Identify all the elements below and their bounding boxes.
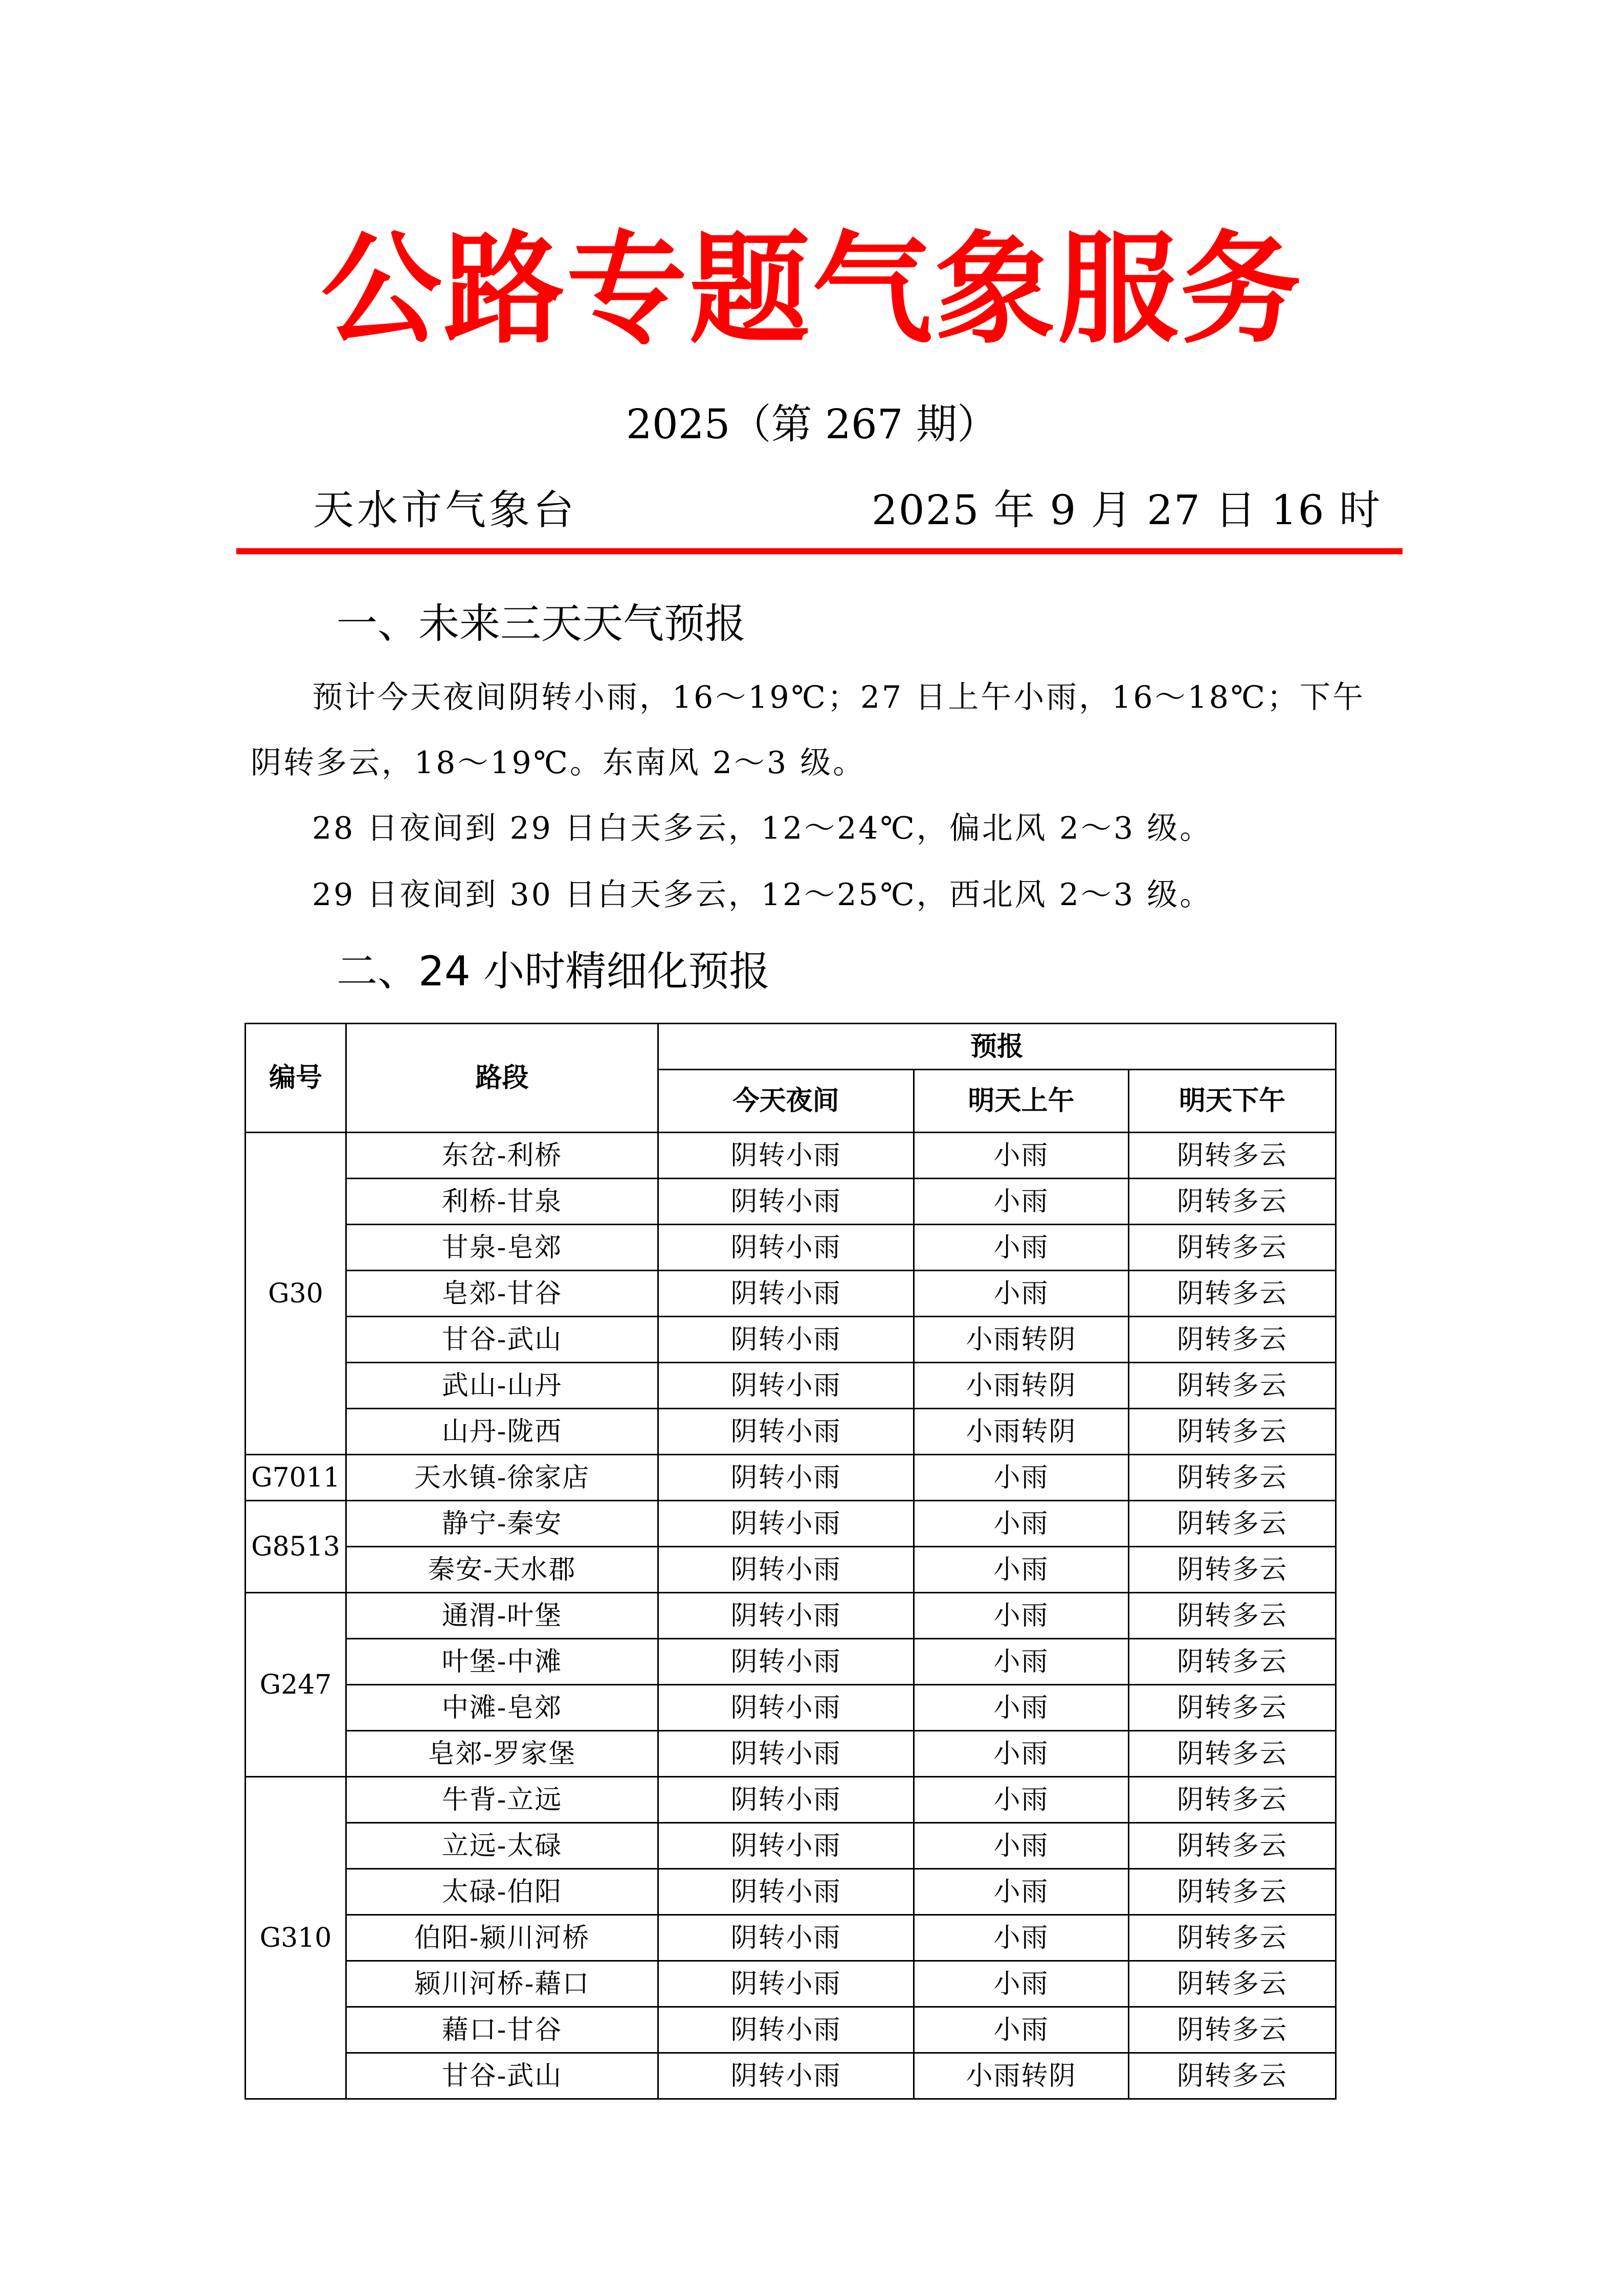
- tomorrow-pm-cell: 阴转多云: [1129, 1547, 1336, 1593]
- segment-cell: 东岔-利桥: [346, 1133, 658, 1179]
- tomorrow-pm-cell: 阴转多云: [1129, 1317, 1336, 1363]
- segment-cell: 通渭-叶堡: [346, 1593, 658, 1639]
- tomorrow-pm-cell: 阴转多云: [1129, 1639, 1336, 1685]
- tomorrow-pm-cell: 阴转多云: [1129, 1455, 1336, 1501]
- tonight-cell: 阴转小雨: [658, 2007, 914, 2053]
- table-row: [246, 1639, 1336, 1685]
- tonight-cell: 阴转小雨: [658, 1133, 914, 1179]
- tomorrow-am-cell: 小雨转阴: [914, 1363, 1129, 1409]
- tomorrow-pm-cell: 阴转多云: [1129, 1179, 1336, 1225]
- table-row: [246, 1455, 1336, 1501]
- forecast-paragraph-3: 29 日夜间到 30 日白天多云，12～25℃，西北风 2～3 级。: [312, 877, 1213, 913]
- table-row: [246, 1409, 1336, 1455]
- tomorrow-am-cell: 小雨: [914, 1823, 1129, 1869]
- tomorrow-pm-cell: 阴转多云: [1129, 1685, 1336, 1731]
- tonight-cell: 阴转小雨: [658, 1869, 914, 1915]
- tomorrow-am-cell: 小雨: [914, 1639, 1129, 1685]
- tonight-cell: 阴转小雨: [658, 1547, 914, 1593]
- tomorrow-am-cell: 小雨: [914, 1731, 1129, 1777]
- tomorrow-pm-cell: 阴转多云: [1129, 1501, 1336, 1547]
- table-row: [246, 2053, 1336, 2099]
- tomorrow-am-cell: 小雨: [914, 1225, 1129, 1271]
- segment-cell: 天水镇-徐家店: [346, 1455, 658, 1501]
- segment-cell: 武山-山丹: [346, 1363, 658, 1409]
- segment-cell: 甘泉-皂郊: [346, 1225, 658, 1271]
- tonight-cell: 阴转小雨: [658, 1271, 914, 1317]
- table-row: [246, 1685, 1336, 1731]
- segment-cell: 静宁-秦安: [346, 1501, 658, 1547]
- tomorrow-pm-cell: 阴转多云: [1129, 1869, 1336, 1915]
- segment-cell: 秦安-天水郡: [346, 1547, 658, 1593]
- tomorrow-am-cell: 小雨: [914, 1869, 1129, 1915]
- route-code-cell: G247: [246, 1593, 346, 1777]
- tonight-cell: 阴转小雨: [658, 1593, 914, 1639]
- forecast-paragraph-2: 28 日夜间到 29 日白天多云，12～24℃，偏北风 2～3 级。: [312, 811, 1213, 846]
- table-row: [246, 1731, 1336, 1777]
- tomorrow-pm-cell: 阴转多云: [1129, 1823, 1336, 1869]
- tonight-cell: 阴转小雨: [658, 1777, 914, 1823]
- segment-cell: 山丹-陇西: [346, 1409, 658, 1455]
- table-row: [246, 1547, 1336, 1593]
- tonight-cell: 阴转小雨: [658, 2053, 914, 2099]
- tomorrow-am-cell: 小雨: [914, 1179, 1129, 1225]
- tomorrow-pm-cell: 阴转多云: [1129, 1271, 1336, 1317]
- tonight-cell: 阴转小雨: [658, 1685, 914, 1731]
- header-tomorrow-pm: 明天下午: [1129, 1070, 1336, 1133]
- segment-cell: 伯阳-颍川河桥: [346, 1915, 658, 1961]
- route-code-cell: G310: [246, 1777, 346, 2099]
- tomorrow-am-cell: 小雨: [914, 1961, 1129, 2007]
- table-row: [246, 1501, 1336, 1547]
- tonight-cell: 阴转小雨: [658, 1455, 914, 1501]
- section-heading-24h: 二、24 小时精细化预报: [337, 948, 770, 995]
- table-row: [246, 1179, 1336, 1225]
- segment-cell: 太碌-伯阳: [346, 1869, 658, 1915]
- table-row: [246, 1363, 1336, 1409]
- table-row: [246, 1961, 1336, 2007]
- forecast-paragraph-1: 预计今天夜间阴转小雨，16～19℃；27 日上午小雨，16～18℃；下午阴转多云，18～19℃。东南风 2～3 级。: [251, 680, 1366, 781]
- tomorrow-am-cell: 小雨: [914, 2007, 1129, 2053]
- segment-cell: 皂郊-罗家堡: [346, 1731, 658, 1777]
- segment-cell: 牛背-立远: [346, 1777, 658, 1823]
- tomorrow-pm-cell: 阴转多云: [1129, 2007, 1336, 2053]
- tomorrow-am-cell: 小雨: [914, 1547, 1129, 1593]
- tomorrow-am-cell: 小雨: [914, 1501, 1129, 1547]
- table-row: [246, 1593, 1336, 1639]
- table-row: [246, 1225, 1336, 1271]
- segment-cell: 藉口-甘谷: [346, 2007, 658, 2053]
- tomorrow-pm-cell: 阴转多云: [1129, 1593, 1336, 1639]
- tomorrow-pm-cell: 阴转多云: [1129, 1915, 1336, 1961]
- segment-cell: 立远-太碌: [346, 1823, 658, 1869]
- segment-cell: 甘谷-武山: [346, 2053, 658, 2099]
- tomorrow-pm-cell: 阴转多云: [1129, 1133, 1336, 1179]
- header-code: 编号: [246, 1024, 346, 1133]
- tonight-cell: 阴转小雨: [658, 1915, 914, 1961]
- issue-number: 2025（第 267 期）: [626, 400, 998, 448]
- tonight-cell: 阴转小雨: [658, 1639, 914, 1685]
- tonight-cell: 阴转小雨: [658, 1961, 914, 2007]
- tonight-cell: 阴转小雨: [658, 1409, 914, 1455]
- tomorrow-am-cell: 小雨: [914, 1593, 1129, 1639]
- red-divider: [236, 548, 1403, 554]
- tomorrow-am-cell: 小雨: [914, 1685, 1129, 1731]
- tomorrow-pm-cell: 阴转多云: [1129, 1363, 1336, 1409]
- tonight-cell: 阴转小雨: [658, 1317, 914, 1363]
- tomorrow-am-cell: 小雨: [914, 1271, 1129, 1317]
- table-row: [246, 1869, 1336, 1915]
- table-row: [246, 2007, 1336, 2053]
- segment-cell: 颍川河桥-藉口: [346, 1961, 658, 2007]
- route-code-cell: G30: [246, 1133, 346, 1455]
- tomorrow-am-cell: 小雨: [914, 1777, 1129, 1823]
- route-code-cell: G8513: [246, 1501, 346, 1593]
- table-row: [246, 1777, 1336, 1823]
- route-code-cell: G7011: [246, 1455, 346, 1501]
- table-row: [246, 1915, 1336, 1961]
- tomorrow-am-cell: 小雨: [914, 1915, 1129, 1961]
- tonight-cell: 阴转小雨: [658, 1363, 914, 1409]
- table-row: [246, 1823, 1336, 1869]
- header-forecast: 预报: [658, 1024, 1336, 1070]
- tomorrow-am-cell: 小雨转阴: [914, 1409, 1129, 1455]
- issue-date: 2025 年 9 月 27 日 16 时: [871, 486, 1381, 534]
- tonight-cell: 阴转小雨: [658, 1731, 914, 1777]
- segment-cell: 甘谷-武山: [346, 1317, 658, 1363]
- segment-cell: 皂郊-甘谷: [346, 1271, 658, 1317]
- section-heading-forecast: 一、未来三天天气预报: [337, 600, 746, 647]
- tomorrow-pm-cell: 阴转多云: [1129, 1731, 1336, 1777]
- forecast-table: [244, 1023, 1337, 2100]
- tonight-cell: 阴转小雨: [658, 1225, 914, 1271]
- tomorrow-am-cell: 小雨转阴: [914, 2053, 1129, 2099]
- tomorrow-pm-cell: 阴转多云: [1129, 1961, 1336, 2007]
- table-row: [246, 1271, 1336, 1317]
- segment-cell: 叶堡-中滩: [346, 1639, 658, 1685]
- table-row: [246, 1133, 1336, 1179]
- tomorrow-am-cell: 小雨转阴: [914, 1317, 1129, 1363]
- segment-cell: 利桥-甘泉: [346, 1179, 658, 1225]
- issuing-organization: 天水市气象台: [313, 486, 577, 534]
- header-segment: 路段: [346, 1024, 658, 1133]
- tonight-cell: 阴转小雨: [658, 1179, 914, 1225]
- tomorrow-pm-cell: 阴转多云: [1129, 1225, 1336, 1271]
- tonight-cell: 阴转小雨: [658, 1823, 914, 1869]
- tomorrow-pm-cell: 阴转多云: [1129, 1777, 1336, 1823]
- tomorrow-am-cell: 小雨: [914, 1133, 1129, 1179]
- table-row: [246, 1317, 1336, 1363]
- tomorrow-am-cell: 小雨: [914, 1455, 1129, 1501]
- tonight-cell: 阴转小雨: [658, 1501, 914, 1547]
- tomorrow-pm-cell: 阴转多云: [1129, 2053, 1336, 2099]
- header-tonight: 今天夜间: [658, 1070, 914, 1133]
- header-tomorrow-am: 明天上午: [914, 1070, 1129, 1133]
- segment-cell: 中滩-皂郊: [346, 1685, 658, 1731]
- tomorrow-pm-cell: 阴转多云: [1129, 1409, 1336, 1455]
- document-title: 公路专题气象服务: [321, 218, 1303, 360]
